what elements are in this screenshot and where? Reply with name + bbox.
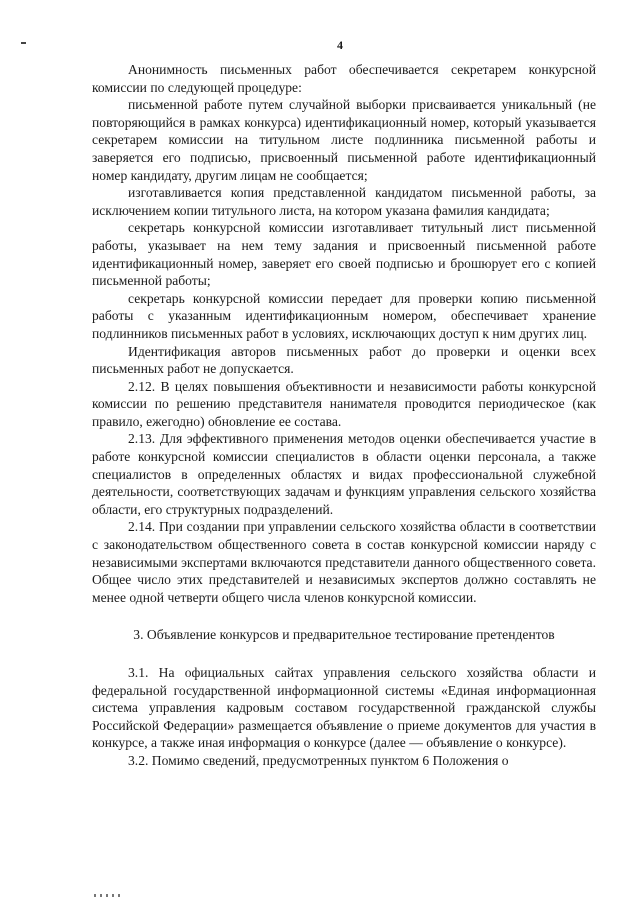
- paragraph-2-13: 2.13. Для эффективного применения методов оценки обеспечивается участие в работе конкурсной комиссии специалистов в области оценки персонала, а также специалистов в определенных областях и видах профессиональной служебной деятельности, соответствующих задачам и функциям управления сельского хозяйства области, его структурных подразделений.: [92, 431, 596, 517]
- paragraph-procedure-transfer: секретарь конкурсной комиссии передает для проверки копию письменной работы с указанным идентификационным номером, обеспечивает хранение подлинников письменных работ в условиях, исключающих доступ к ним других лиц.: [92, 290, 596, 341]
- paragraph-anonymity-intro: Анонимность письменных работ обеспечивается секретарем конкурсной комиссии по следующей процедуре:: [92, 62, 596, 95]
- paragraph-identification: Идентификация авторов письменных работ до проверки и оценки всех письменных работ не допускается.: [92, 343, 596, 377]
- paragraph-procedure-copy: изготавливается копия представленной кандидатом письменной работы, за исключением копии титульного листа, на котором указана фамилия кандидата;: [92, 185, 596, 218]
- paragraph-procedure-title-sheet: секретарь конкурсной комиссии изготавливает титульный лист письменной работы, указывает на нем тему задания и присвоенный письменной работе идентификационный номер, заверяет его своей подписью и брошюрует его с копией письменной работы;: [92, 220, 596, 289]
- scan-artifact-dots: [94, 894, 120, 897]
- paragraph-3-1: 3.1. На официальных сайтах управления сельского хозяйства области и федеральной государственной информационной системы «Единая информационная система управления кадровым составом государственной гражданской службы Российской Федерации» размещается объявление о приеме документов для участия в конкурсе, а также иная информация о конкурсе (далее — объявление о конкурсе).: [92, 665, 596, 751]
- paragraph-2-14: 2.14. При создании при управлении сельского хозяйства области в соответствии с законодательством общественного совета в состав конкурсной комиссии наряду с независимыми экспертами включаются представители данного общественного совета. Общее число этих представителей и независимых экспертов должно составлять не менее одной четверти общего числа членов конкурсной комиссии.: [92, 519, 596, 605]
- paragraph-3-2: 3.2. Помимо сведений, предусмотренных пунктом 6 Положения о: [128, 752, 509, 768]
- page-number: 4: [337, 38, 343, 52]
- section-heading: 3. Объявление конкурсов и предварительное тестирование претендентов: [133, 627, 555, 643]
- paragraph-2-12: 2.12. В целях повышения объективности и независимости работы конкурсной комиссии по решению представителя нанимателя проводится периодическое (как правило, ежегодно) обновление ее состава.: [92, 378, 596, 429]
- paragraph-procedure-number: письменной работе путем случайной выборки присваивается уникальный (не повторяющийся в рамках конкурса) идентификационный номер, который указывается секретарем комиссии на титульном листе подлинника письменной работы и заверяется его подписью, присвоенный письменной работе идентификационный номер кандидату, другим лицам не сообщается;: [92, 97, 596, 183]
- document-body: [92, 61, 596, 770]
